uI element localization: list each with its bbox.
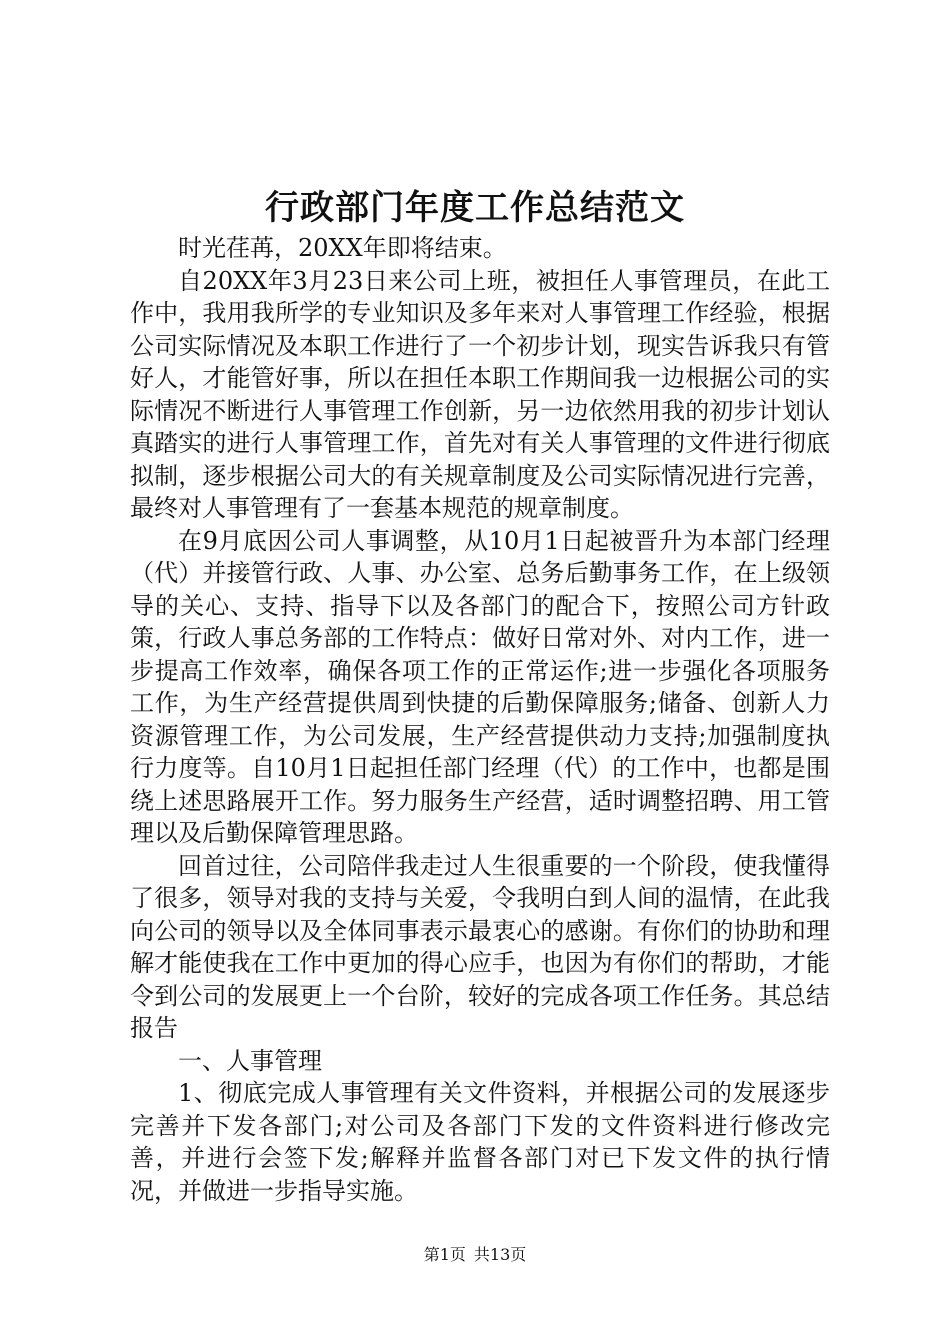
document-title: 行政部门年度工作总结范文	[265, 188, 685, 228]
paragraph-hr-start: 自20XX年3月23日来公司上班，被担任人事管理员，在此工作中，我用我所学的专业知识及多年来对人事管理工作经验，根据公司实际情况及本职工作进行了一个初步计划，现实告诉我只有管好人，才能管好事，所以在担任本职工作期间我一边根据公司的实际情况不断进行人事管理工作创新，另一边依然用我的初步计划认真踏实的进行人事管理工作，首先对有关人事管理的文件进行彻底拟制，逐步根据公司大的有关规章制度及公司实际情况进行完善，最终对人事管理有了一套基本规范的规章制度。	[130, 266, 830, 522]
document-body	[130, 232, 830, 1207]
section-heading-hr: 一、人事管理	[178, 1046, 322, 1075]
paragraph-gratitude: 回首过往，公司陪伴我走过人生很重要的一个阶段，使我懂得了很多，领导对我的支持与关爱，令我明白到人间的温情，在此我向公司的领导以及全体同事表示最衷心的感谢。有你们的协助和理解才能使我在工作中更加的得心应手，也因为有你们的帮助，才能令到公司的发展更上一个台阶，较好的完成各项工作任务。其总结报告	[130, 851, 830, 1042]
paragraph-intro: 时光荏苒，20XX年即将结束。	[178, 234, 507, 262]
page-number: 第1页	[423, 1245, 466, 1264]
paragraph-item-1: 1、彻底完成人事管理有关文件资料，并根据公司的发展逐步完善并下发各部门;对公司及各部门下发的文件资料进行修改完善，并进行会签下发;解释并监督各部门对已下发文件的执行情况，并做进一步指导实施。	[130, 1079, 830, 1205]
page-total: 共13页	[473, 1245, 527, 1264]
paragraph-promotion: 在9月底因公司人事调整，从10月1日起被晋升为本部门经理（代）并接管行政、人事、办公室、总务后勤事务工作，在上级领导的关心、支持、指导下以及各部门的配合下，按照公司方针政策，行政人事总务部的工作特点：做好日常对外、对内工作，进一步提高工作效率，确保各项工作的正常运作;进一步强化各项服务工作，为生产经营提供周到快捷的后勤保障服务;储备、创新人力资源管理工作，为公司发展，生产经营提供动力支持;加强制度执行力度等。自10月1日起担任部门经理（代）的工作中，也都是围绕上述思路展开工作。努力服务生产经营，适时调整招聘、用工管理以及后勤保障管理思路。	[130, 526, 830, 847]
page-footer	[0, 1243, 950, 1267]
